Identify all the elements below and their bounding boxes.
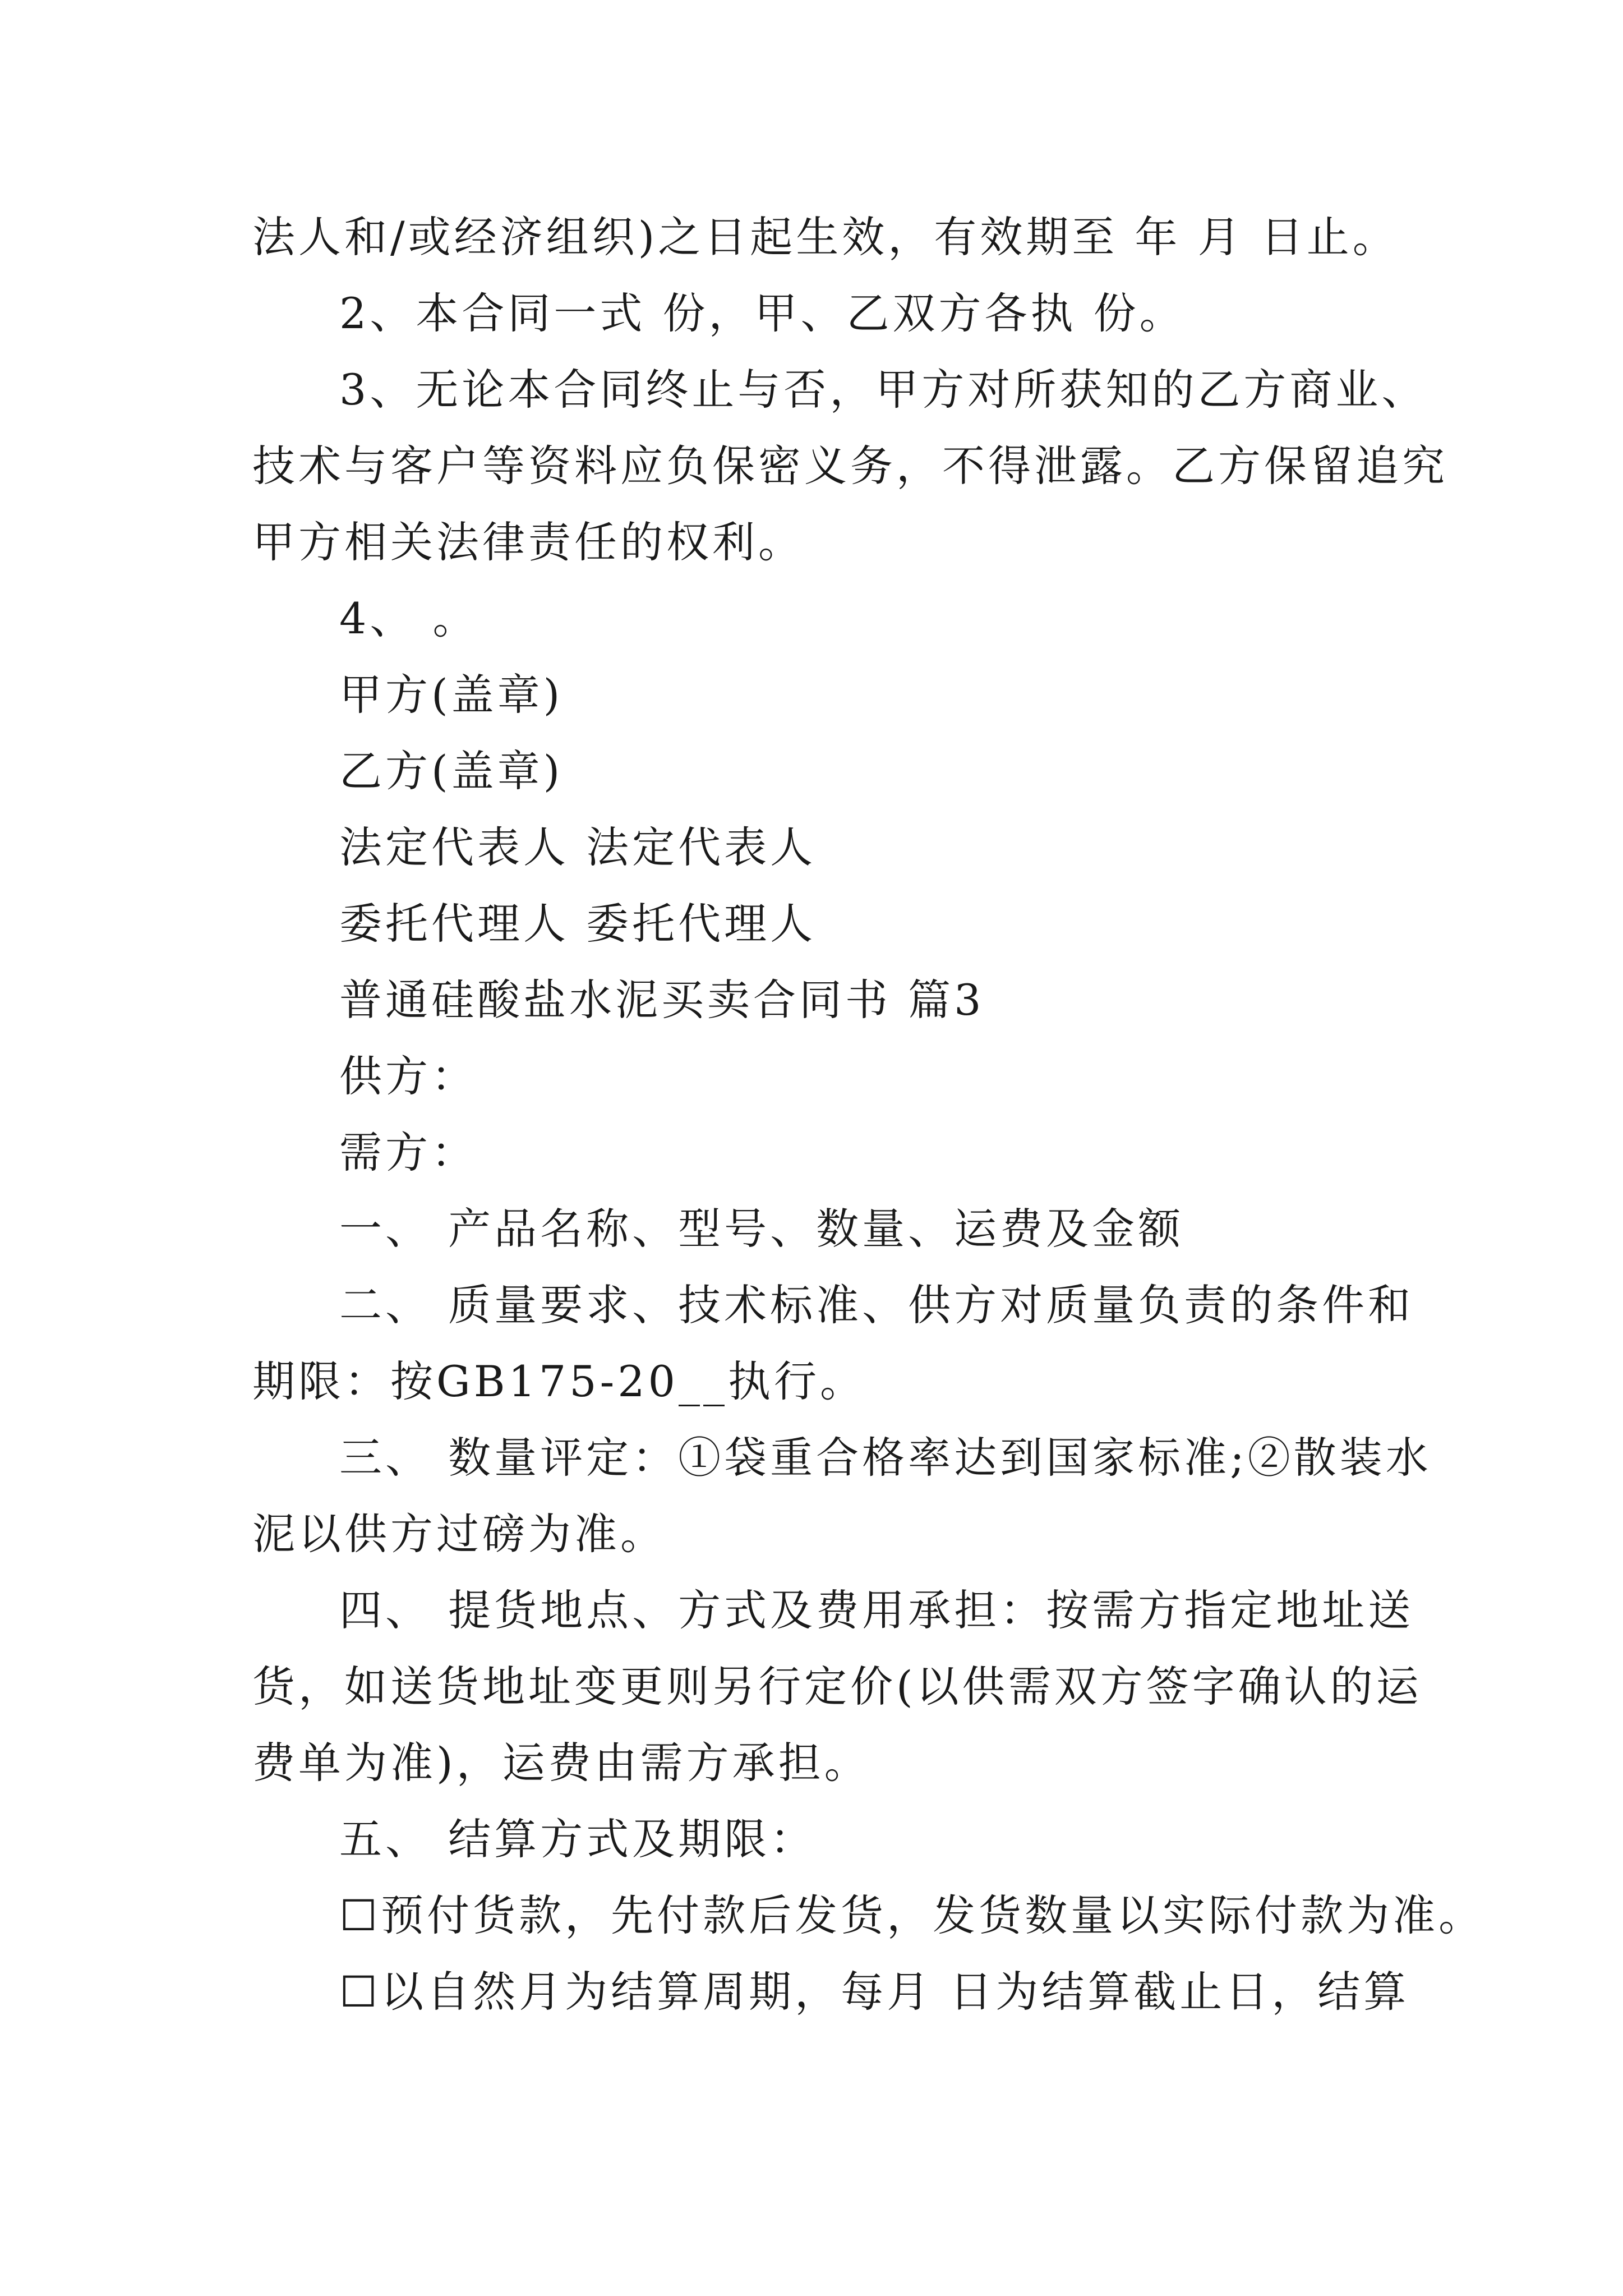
clause-3-continuation: 泥以供方过磅为准。 <box>252 1509 666 1559</box>
clause-4-continuation-2: 费单为准)，运费由需方承担。 <box>252 1738 870 1788</box>
party-b-seal-line: 乙方(盖章) <box>339 746 564 796</box>
document-body <box>252 199 1485 2030</box>
legal-representative-line: 法定代表人 法定代表人 <box>339 822 817 872</box>
clause-2-line: 二、 质量要求、技术标准、供方对质量负责的条件和 <box>339 1280 1414 1330</box>
party-a-seal-line: 甲方(盖章) <box>339 670 564 720</box>
authorized-agent-line: 委托代理人 委托代理人 <box>339 899 817 949</box>
buyer-line: 需方： <box>339 1128 477 1177</box>
clause-4-line: 四、 提货地点、方式及费用承担：按需方指定地址送 <box>339 1585 1414 1635</box>
clause-4-continuation-1: 货，如送货地址变更则另行定价(以供需双方签字确认的运 <box>252 1662 1422 1711</box>
clause-5-line: 五、 结算方式及期限： <box>339 1814 817 1864</box>
clause-3-line: 三、 数量评定：①袋重合格率达到国家标准;②散装水 <box>339 1433 1432 1483</box>
text-line-3: 3、无论本合同终止与否，甲方对所获知的乙方商业、 <box>339 365 1428 415</box>
clause-1-line: 一、 产品名称、型号、数量、运费及金额 <box>339 1204 1184 1254</box>
payment-option-prepaid: ☐预付货款，先付款后发货，发货数量以实际付款为准。 <box>339 1890 1485 1940</box>
text-line-2: 2、本合同一式 份，甲、乙双方各执 份。 <box>339 288 1186 338</box>
text-line-4: 技术与客户等资料应负保密义务，不得泄露。乙方保留追究 <box>252 441 1448 491</box>
clause-2-continuation: 期限：按GB175-20__执行。 <box>252 1356 866 1406</box>
payment-option-monthly: ☐以自然月为结算周期，每月 日为结算截止日，结算 <box>339 1967 1410 2017</box>
text-line-5: 甲方相关法律责任的权利。 <box>252 517 804 567</box>
contract-section-title: 普通硅酸盐水泥买卖合同书 篇3 <box>339 975 985 1025</box>
supplier-line: 供方： <box>339 1051 477 1101</box>
text-line-1: 法人和/或经济组织)之日起生效，有效期至 年 月 日止。 <box>252 212 1399 262</box>
text-line-6: 4、 。 <box>339 593 479 643</box>
